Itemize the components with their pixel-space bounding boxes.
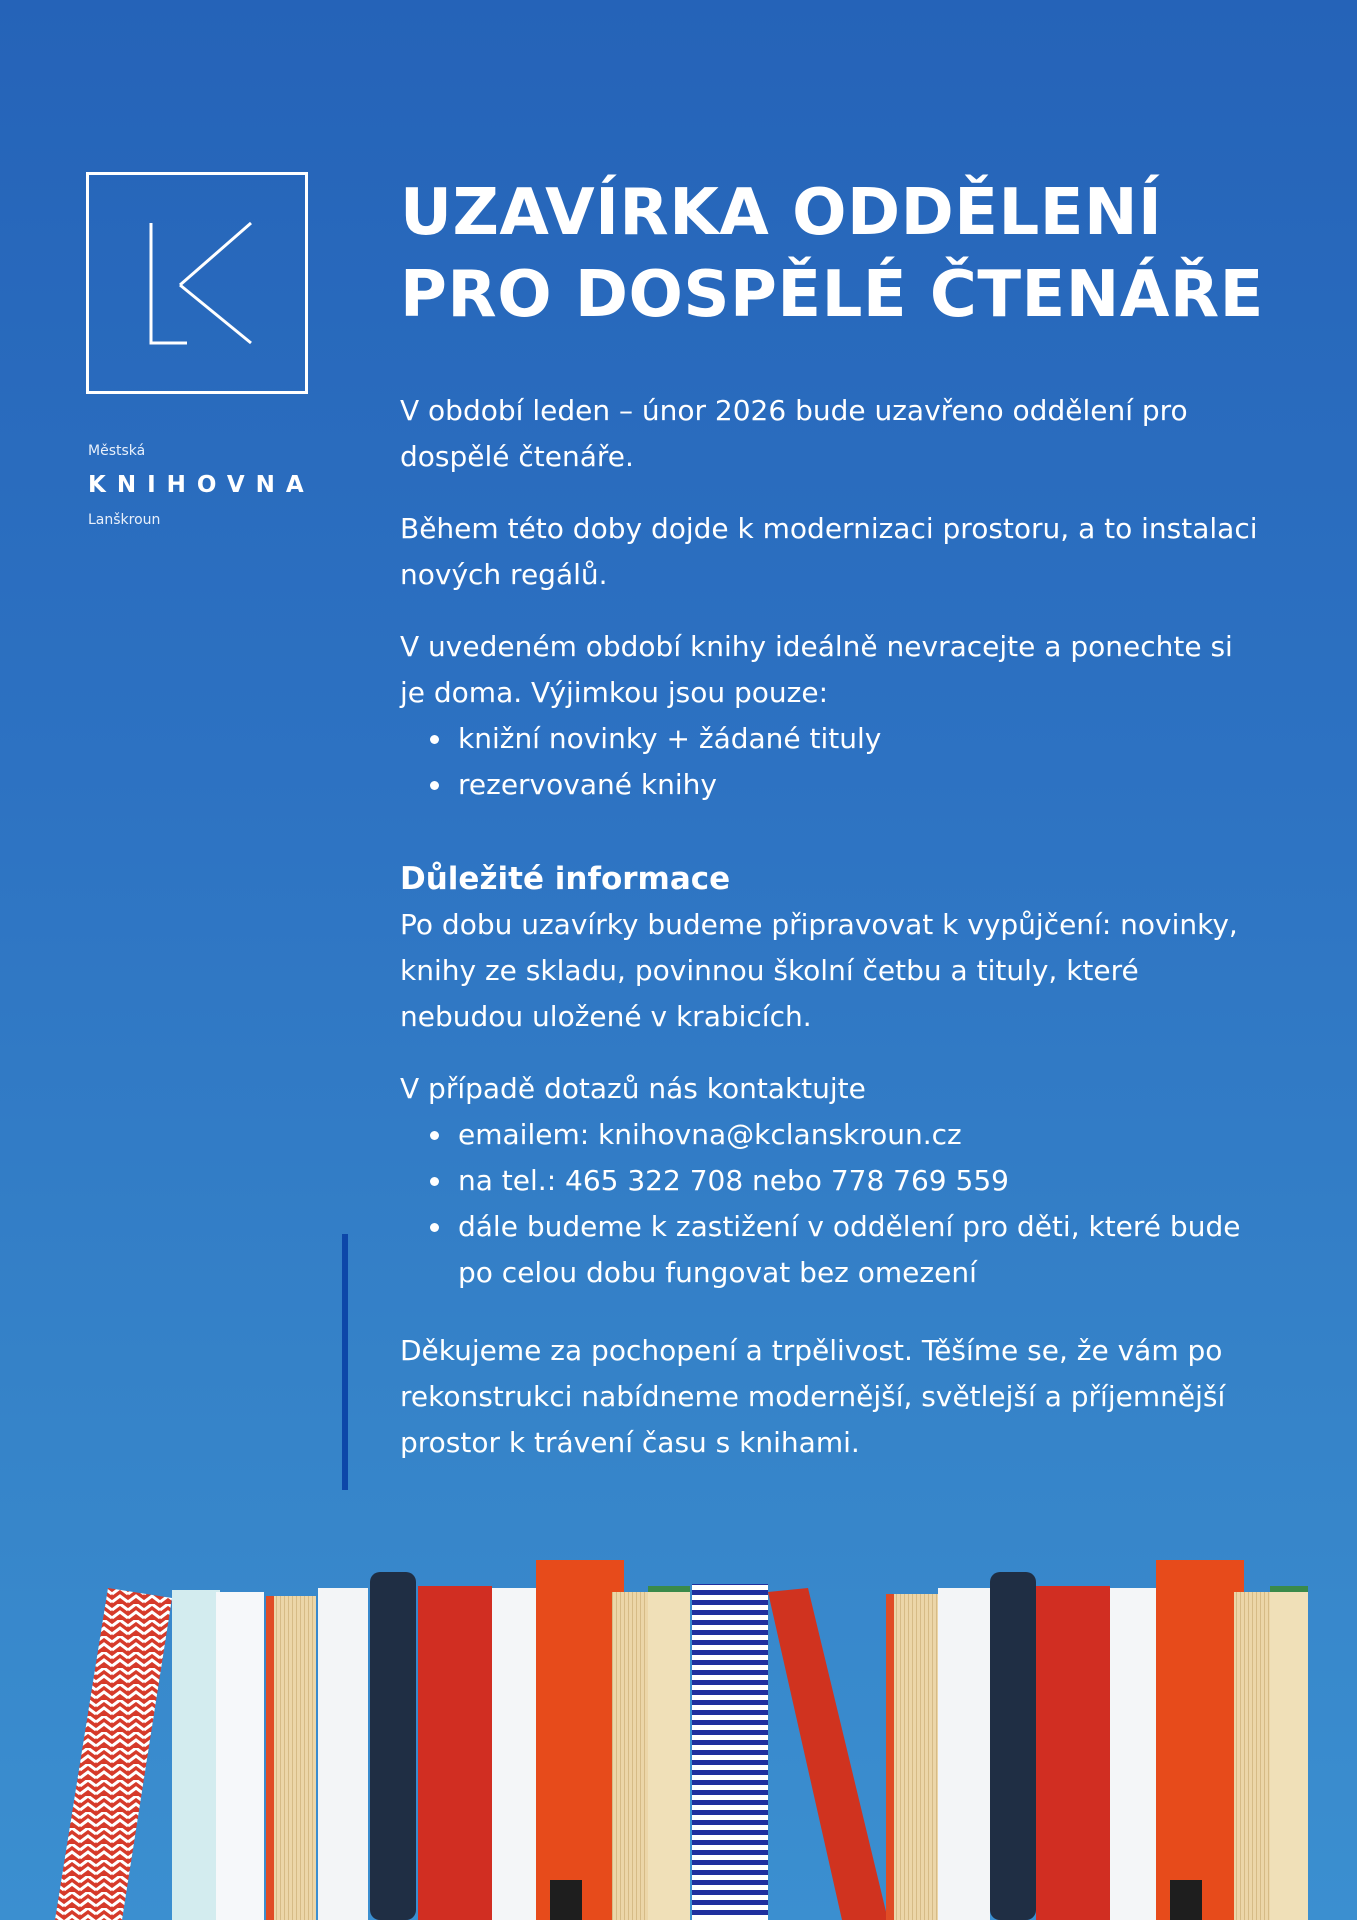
- brand-town-label: Lanškroun: [88, 512, 161, 528]
- book-label: [550, 1880, 582, 1920]
- book-green-top-right: [1270, 1586, 1308, 1920]
- book-red-leaning: [768, 1588, 888, 1920]
- book-navy: [370, 1572, 416, 1920]
- k-letter-icon: [89, 175, 305, 391]
- book-orange-right: [1156, 1560, 1244, 1920]
- contact-phone: na tel.: 465 322 708 nebo 778 769 559: [458, 1158, 1260, 1204]
- page-title: [400, 172, 1300, 336]
- book-patterned-red: [55, 1588, 172, 1920]
- book-white: [216, 1592, 264, 1920]
- title-line-1: UZAVÍRKA ODDĚLENÍ: [400, 176, 1163, 250]
- book-white-2: [318, 1588, 368, 1920]
- contact-email: emailem: knihovna@kclanskroun.cz: [458, 1112, 1260, 1158]
- paragraph-closure-period: V období leden – únor 2026 bude uzavřeno oddělení pro dospělé čtenáře.: [400, 394, 1188, 473]
- title-line-2: PRO DOSPĚLÉ ČTENÁŘE: [400, 258, 1264, 332]
- paragraph-contact-intro: V případě dotazů nás kontaktujte: [400, 1072, 866, 1105]
- accent-bar: [342, 1234, 348, 1490]
- book-orange: [536, 1560, 624, 1920]
- brand-city-label: Městská: [88, 443, 146, 459]
- info-heading: Důležité informace: [400, 861, 731, 897]
- books-illustration: [0, 1540, 1357, 1920]
- book-striped: [692, 1584, 768, 1920]
- contact-children-department: dále budeme k zastižení v oddělení pro děti, které bude po celou dobu fungovat bez omezení: [458, 1204, 1260, 1296]
- book-cream: [612, 1592, 648, 1920]
- book-white-3: [492, 1588, 536, 1920]
- book-orange-spine: [266, 1596, 274, 1920]
- book-red-right: [1036, 1586, 1110, 1920]
- book-light-blue: [172, 1590, 220, 1920]
- contacts-list: [400, 1112, 1260, 1296]
- book-navy-right: [990, 1572, 1036, 1920]
- list-item: rezervované knihy: [458, 762, 1260, 808]
- brand-name: KNIHOVNA: [88, 472, 315, 498]
- book-green-top: [648, 1586, 690, 1920]
- exceptions-list: [400, 716, 1260, 808]
- book-white-right: [938, 1588, 990, 1920]
- paragraph-closing: Děkujeme za pochopení a trpělivost. Těšíme se, že vám po rekonstrukci nabídneme modernější, světlejší a příjemnější prostor k trávení času s knihami.: [400, 1334, 1226, 1459]
- notice-content: [400, 388, 1260, 1466]
- book-red: [418, 1586, 492, 1920]
- book-cream-right: [1234, 1592, 1270, 1920]
- logo-k-mark: [86, 172, 308, 394]
- book-white-right-2: [1110, 1588, 1156, 1920]
- paragraph-info: Po dobu uzavírky budeme připravovat k vypůjčení: novinky, knihy ze skladu, povinnou školní četbu a tituly, které nebudou uložené v krabicích.: [400, 908, 1238, 1033]
- paragraph-returns: V uvedeném období knihy ideálně nevracejte a ponechte si je doma. Výjimkou jsou pouze:: [400, 630, 1233, 709]
- paragraph-modernization: Během této doby dojde k modernizaci prostoru, a to instalaci nových regálů.: [400, 512, 1258, 591]
- list-item: knižní novinky + žádané tituly: [458, 716, 1260, 762]
